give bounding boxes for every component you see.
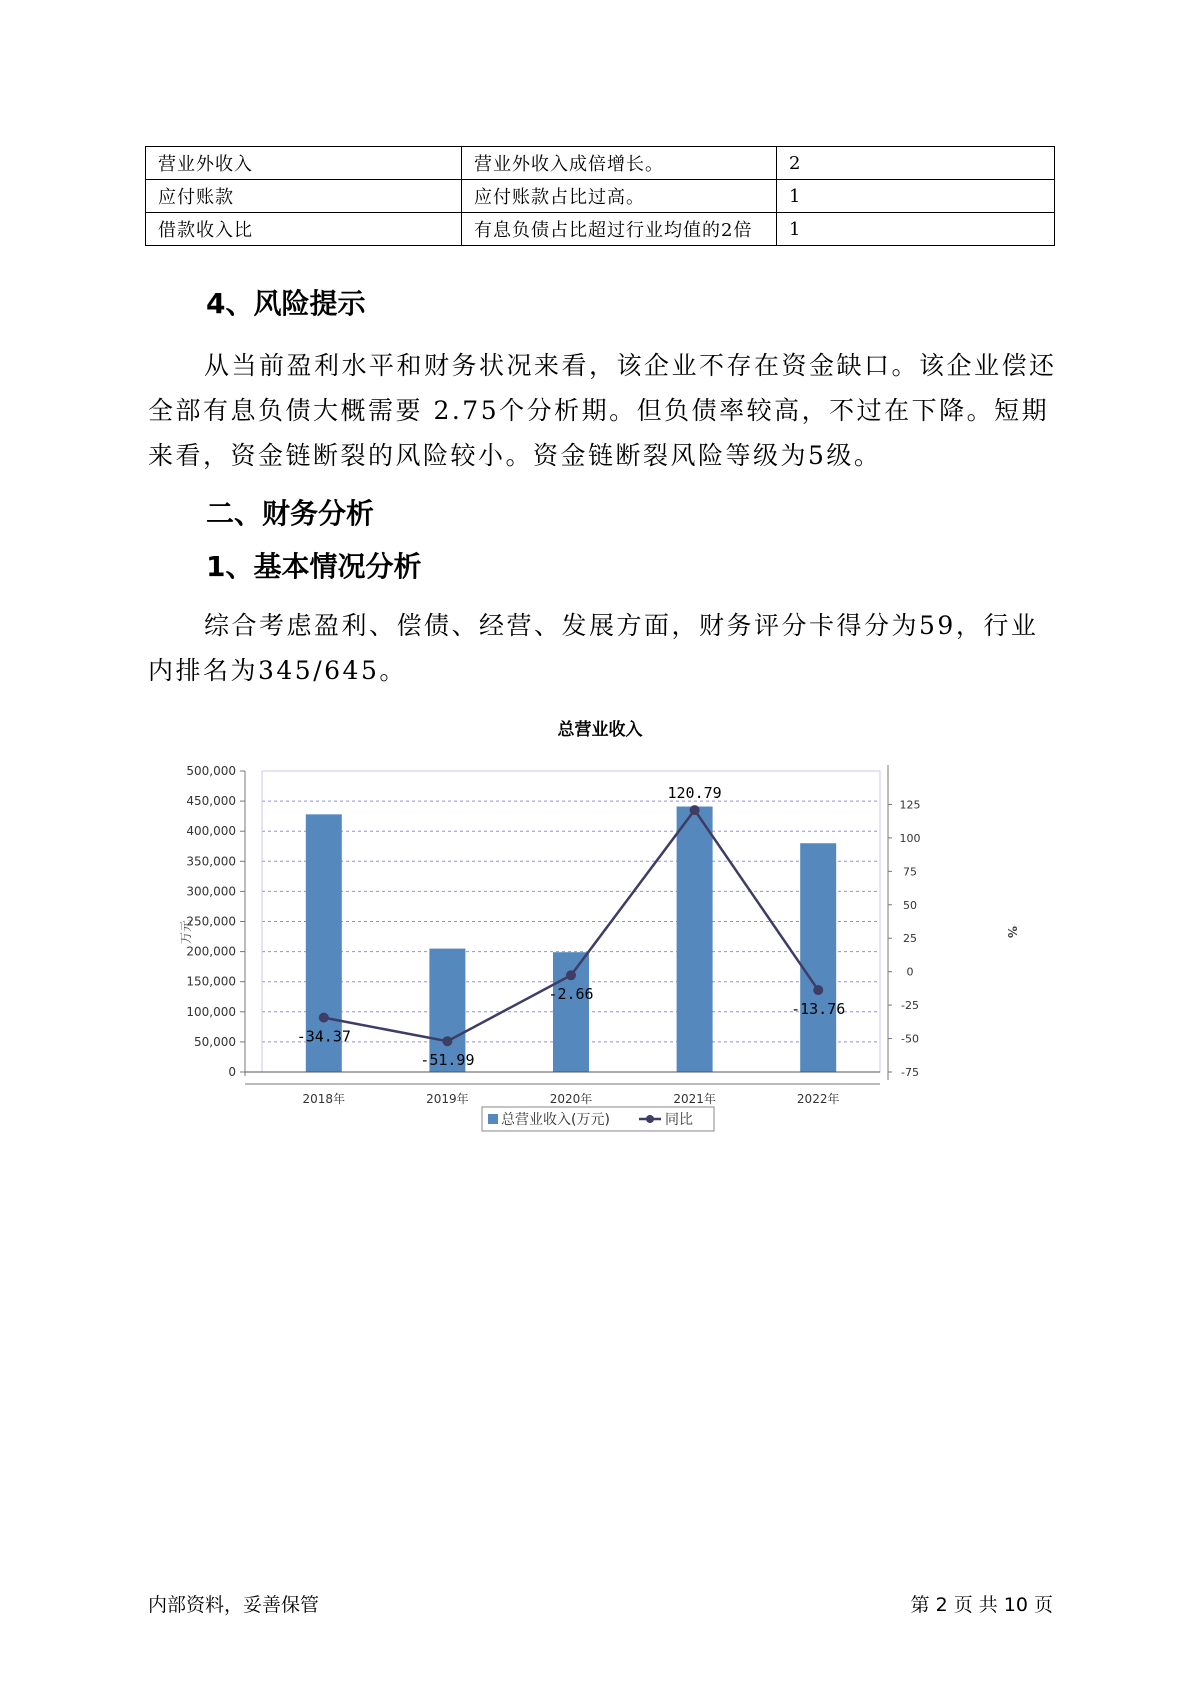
y-tick-label: 500,000 — [186, 764, 236, 778]
x-tick-label: 2020年 — [549, 1092, 593, 1106]
y-axis-label: 万元 — [179, 919, 193, 945]
y-tick-label: 250,000 — [186, 914, 236, 929]
table-cell: 营业外收入成倍增长。 — [462, 147, 777, 180]
y2-tick-label: -25 — [901, 999, 919, 1013]
yoy-data-label: -51.99 — [420, 1051, 475, 1070]
table-row — [146, 213, 1055, 246]
risk-table — [145, 146, 1055, 246]
x-tick-label: 2021年 — [673, 1092, 716, 1106]
y2-axis-label: % — [1005, 925, 1019, 939]
chart-svg — [170, 710, 1050, 1180]
y-tick-label: 400,000 — [186, 824, 236, 839]
legend-bar-swatch — [488, 1114, 498, 1124]
y2-tick-label: 0 — [906, 965, 914, 979]
chart-bars — [306, 807, 836, 1072]
chart-legend — [482, 1107, 714, 1131]
y-tick-label: 450,000 — [186, 794, 236, 809]
y2-tick-label: 100 — [899, 831, 921, 845]
x-tick-label: 2019年 — [426, 1092, 469, 1106]
yoy-data-label: -13.76 — [791, 1000, 846, 1019]
risk-warning-heading: 4、风险提示 — [206, 287, 366, 320]
table-cell: 2 — [777, 147, 1055, 180]
chart-title: 总营业收入 — [557, 720, 643, 740]
legend-line-marker — [646, 1115, 654, 1123]
basic-analysis-heading: 1、基本情况分析 — [206, 550, 422, 583]
y-tick-label: 0 — [228, 1065, 236, 1079]
footer-page-number: 第 2 页 共 10 页 — [910, 1594, 1053, 1616]
basic-analysis-paragraph: 综合考虑盈利、偿债、经营、发展方面，财务评分卡得分为59，行业内排名为345/645。 — [148, 611, 1039, 685]
table-row — [146, 180, 1055, 213]
risk-warning-paragraph: 从当前盈利水平和财务状况来看，该企业不存在资金缺口。该企业偿还全部有息负债大概需要 2.75个分析期。但负债率较高，不过在下降。短期来看，资金链断裂的风险较小。资金链断裂风险等级为5级。 — [148, 351, 1057, 470]
yoy-data-label: -2.66 — [548, 985, 594, 1004]
yoy-point — [813, 985, 823, 995]
y-tick-label: 100,000 — [186, 1004, 236, 1019]
y-tick-label: 300,000 — [186, 884, 236, 899]
table-cell: 应付账款 — [146, 180, 462, 213]
revenue-chart — [170, 710, 1050, 1180]
table-cell: 1 — [777, 213, 1055, 246]
footer-left: 内部资料，妥善保管 — [148, 1594, 320, 1616]
y-tick-label: 350,000 — [186, 854, 236, 869]
y2-tick-label: -50 — [901, 1032, 919, 1046]
table-cell: 应付账款占比过高。 — [462, 180, 777, 213]
legend-label-revenue: 总营业收入(万元) — [501, 1112, 610, 1128]
bar — [553, 952, 589, 1072]
table-row — [146, 147, 1055, 180]
yoy-point — [690, 805, 700, 815]
yoy-point — [566, 970, 576, 980]
y-tick-label: 200,000 — [186, 944, 236, 959]
x-tick-label: 2018年 — [302, 1092, 346, 1106]
y2-tick-label: 50 — [903, 898, 917, 912]
table-cell: 营业外收入 — [146, 147, 462, 180]
legend-label-yoy: 同比 — [665, 1112, 693, 1128]
financial-analysis-heading: 二、财务分析 — [206, 497, 375, 530]
bar — [677, 807, 713, 1072]
x-tick-label: 2022年 — [796, 1092, 840, 1106]
table-cell: 1 — [777, 180, 1055, 213]
y2-tick-label: -75 — [901, 1066, 919, 1079]
y-tick-label: 50,000 — [194, 1034, 236, 1049]
table-cell: 借款收入比 — [146, 213, 462, 246]
yoy-point — [442, 1036, 452, 1046]
y2-tick-label: 125 — [899, 798, 921, 812]
yoy-data-label: -34.37 — [296, 1027, 351, 1046]
y2-tick-label: 75 — [903, 865, 917, 879]
table-cell: 有息负债占比超过行业均值的2倍 — [462, 213, 777, 246]
y-tick-label: 150,000 — [186, 974, 236, 989]
bar — [800, 843, 836, 1072]
y2-tick-label: 25 — [903, 932, 917, 946]
yoy-point — [319, 1013, 329, 1023]
yoy-data-label: 120.79 — [667, 784, 722, 803]
